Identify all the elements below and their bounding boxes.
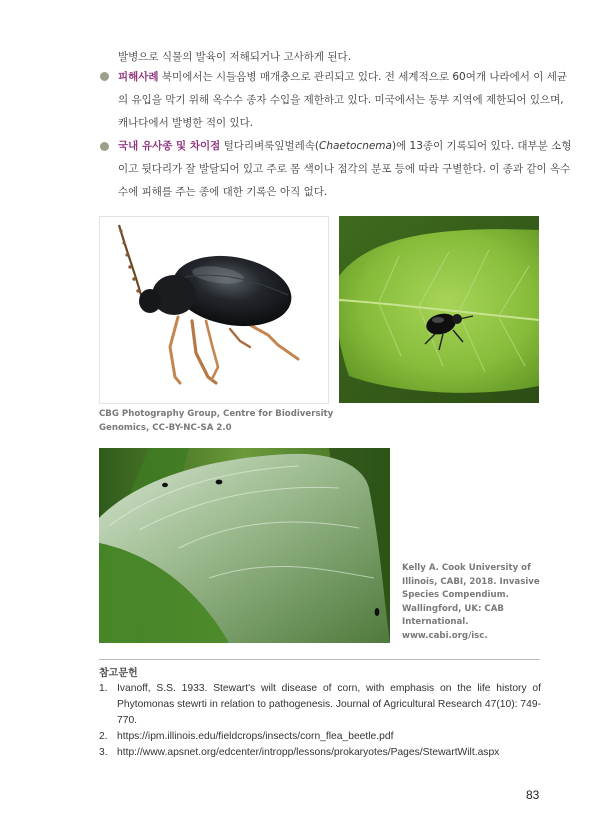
damage-paragraph-line1 [118,66,567,89]
damage-text-1: 북미에서는 시들음병 매개충으로 관리되고 있다. 전 세계적으로 60여개 나라에서 이 세균 [158,71,567,83]
reference-link[interactable]: https://ipm.illinois.edu/fieldcrops/insects/corn_flea_beetle.pdf [117,731,394,742]
reference-text: Ivanoff, S.S. 1933. Stewart's wilt disease of corn, with emphasis on the life history of Phytomonas stewrti in relation to pathogenesis. Journal of Agricultural Research 47(10): 749-770. [117,683,541,726]
credit-line: CBG Photography Group, Centre for Biodiversity [99,409,334,419]
beetle-specimen-photo [99,216,329,404]
credit-line: Wallingford, UK: CAB [402,603,504,614]
damage-label: 피해사례 [118,71,159,83]
genus-name: Chaetocnema [319,140,392,152]
domestic-paragraph-line2: 이고 뒷다리가 잘 발달되어 있고 주로 몸 색이나 점각의 분포 등에 따라 구별한다. 이 종과 같이 옥수 [118,163,571,175]
credit-line: Species Compendium. [402,590,509,600]
reference-link[interactable]: http://www.apsnet.org/edcenter/intropp/lessons/prokaryotes/Pages/StewartWilt.aspx [117,747,500,758]
credit-line: Genomics, CC-BY-NC-SA 2.0 [99,422,232,433]
reference-item [99,681,541,729]
references-heading: 참고문헌 [99,668,138,679]
reference-number: 3. [99,747,108,758]
photo-credit-bottom [402,562,540,643]
credit-line: Kelly A. Cook University of [402,563,531,573]
domestic-text-pre: 털다리벼룩잎벌레속( [220,140,319,152]
domestic-paragraph-line1 [118,135,571,158]
credit-line: Illinois, CABI, 2018. Invasive [402,576,540,587]
domestic-paragraph-line3: 수에 피해를 주는 종에 대한 기록은 아직 없다. [118,186,328,198]
damage-paragraph-line3: 캐나다에서 발병한 적이 있다. [118,117,254,129]
beetle-on-leaf-photo [339,216,539,403]
references-divider [99,659,540,660]
credit-line: www.cabi.org/isc. [402,630,488,641]
domestic-text-post: )에 13종이 기록되어 있다. 대부분 소형 [391,140,572,152]
reference-item[interactable] [99,729,541,745]
corn-leaf-photo [99,448,390,643]
bullet-icon [100,72,109,81]
photo-credit-top [99,408,333,435]
reference-number: 1. [99,683,108,694]
page-number: 83 [526,788,540,802]
credit-line: International. [402,617,469,627]
damage-paragraph-line2: 의 유입을 막기 위해 옥수수 종자 수입을 제한하고 있다. 미국에서는 동부 지역에 제한되어 있으며, [118,94,564,106]
body-line-continuation: 발병으로 식물의 발육이 저해되거나 고사하게 된다. [118,51,352,63]
bullet-icon [100,142,109,151]
reference-number: 2. [99,731,108,742]
reference-item[interactable] [99,745,541,761]
domestic-label: 국내 유사종 및 차이점 [118,140,221,152]
